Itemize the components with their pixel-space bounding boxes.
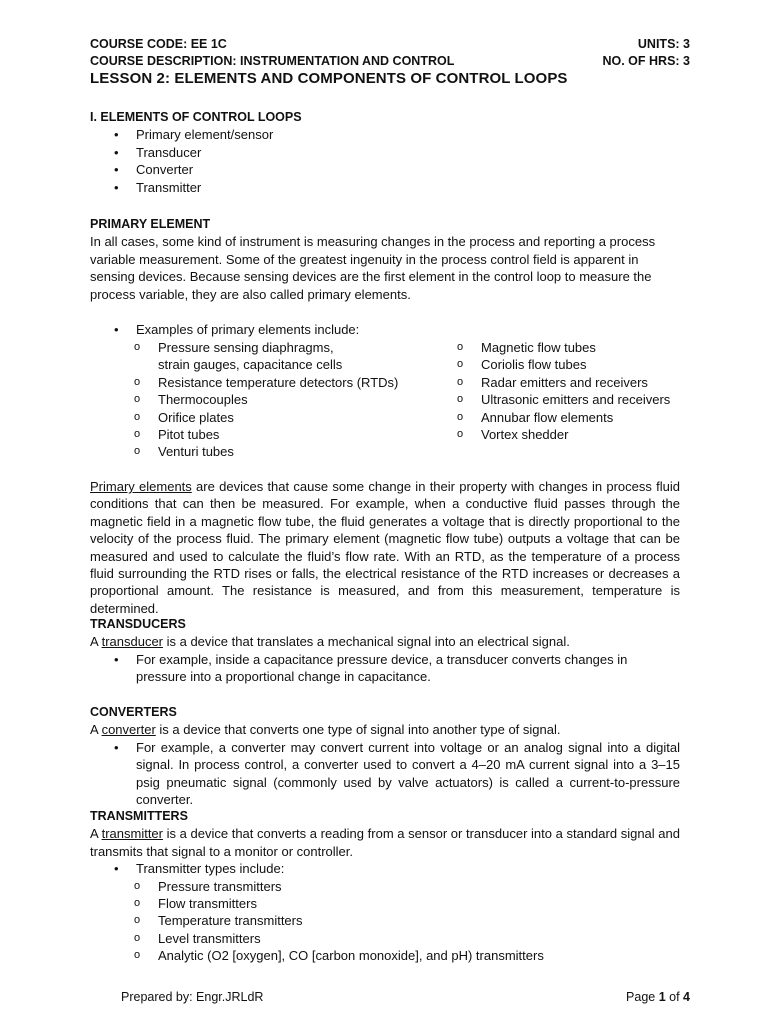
header-line-2 [90, 53, 690, 70]
list-item: o Ultrasonic emitters and receivers [413, 391, 693, 408]
page-number [626, 990, 690, 1004]
section-heading: TRANSDUCERS [90, 617, 186, 631]
header-line-1 [90, 36, 690, 53]
term-transducer: transducer [101, 634, 163, 650]
list-item: o Temperature transmitters [90, 912, 680, 929]
examples-left-column [90, 339, 420, 461]
list-item: o Annubar flow elements [413, 409, 693, 426]
paragraph-text: are devices that cause some change in their property with changes in process fluid conditions that can then be measured. For example, when a conductive fluid passes through the magnetic field in a magnetic flow tube, the fluid generates a voltage that is directly proportional to the velocity of the process fluid. The primary element (magnetic flow tube) outputs a voltage that can be measured and used to calculate the fluid’s flow rate. With an RTD, as the temperature of a process fluid surrounding the RTD rises or falls, the electrical resistance of the RTD increases or decreases a proportional amount. The resistance is measured, and from this measurement, temperature is determined. [90, 479, 680, 616]
text: is a device that translates a mechanical signal into an electrical signal. [163, 634, 570, 650]
list-item: • Transducer [90, 144, 680, 161]
examples-columns [90, 339, 690, 460]
term-primary-elements: Primary elements [90, 479, 192, 494]
text: is a device that converts a reading from a sensor or transducer into a standard signal and transmits that signal to a monitor or controller. [90, 826, 680, 859]
list-item: o Resistance temperature detectors (RTDs) [90, 374, 420, 391]
course-code: COURSE CODE: EE 1C [90, 37, 227, 51]
examples-right-column [413, 339, 693, 443]
units: UNITS: 3 [637, 37, 690, 51]
course-description: COURSE DESCRIPTION: INSTRUMENTATION AND CONTROL [90, 54, 455, 68]
term-transmitter: transmitter [101, 826, 163, 842]
primary-elements-paragraph [90, 478, 680, 617]
lesson-title: LESSON 2: ELEMENTS AND COMPONENTS OF CONTROL LOOPS [90, 70, 568, 87]
list-item: o Pressure sensing diaphragms, strain gauges, capacitance cells [90, 339, 368, 374]
section-transducers [90, 616, 680, 686]
list-item: • Transmitter [90, 179, 680, 196]
text: A [90, 826, 102, 842]
list-item: o Pitot tubes [90, 426, 420, 443]
section-primary-element [90, 216, 680, 303]
list-item: • Converter [90, 161, 680, 178]
list-item: • Transmitter types include: [90, 860, 680, 877]
total-pages: 4 [683, 990, 690, 1004]
list-item: o Pressure transmitters [90, 878, 680, 895]
text: Page [626, 990, 659, 1004]
section-elements [90, 109, 680, 196]
text: of [665, 990, 684, 1004]
list-item: • For example, a converter may convert current into voltage or an analog signal into a digital signal. In process control, a converter used to convert a 4–20 mA current signal into a 3–15 psig pneumatic signal (commonly used by valve actuators) is called a current-to-pressure converter. [90, 739, 680, 809]
text: is a device that converts one type of signal into another type of signal. [155, 722, 561, 738]
list-item: o Orifice plates [90, 409, 420, 426]
section-converters [90, 704, 680, 808]
examples-intro-block [90, 321, 680, 338]
list-item: o Thermocouples [90, 391, 420, 408]
list-item: o Analytic (O2 [oxygen], CO [carbon monoxide], and pH) transmitters [90, 947, 680, 964]
list-item: • Primary element/sensor [90, 126, 680, 143]
list-item: o Flow transmitters [90, 895, 680, 912]
section-heading: PRIMARY ELEMENT [90, 217, 211, 231]
transmitter-definition [90, 825, 680, 860]
section-heading: I. ELEMENTS OF CONTROL LOOPS [90, 110, 302, 124]
prepared-by: Prepared by: Engr.JRLdR [121, 990, 264, 1004]
list-item: o Level transmitters [90, 930, 680, 947]
text: A [90, 634, 102, 650]
section-heading: CONVERTERS [90, 705, 177, 719]
term-converter: converter [101, 722, 156, 738]
text: A [90, 722, 102, 738]
list-item: o Radar emitters and receivers [413, 374, 693, 391]
elements-list [90, 126, 680, 196]
section-heading: TRANSMITTERS [90, 809, 188, 823]
primary-paragraph: In all cases, some kind of instrument is measuring changes in the process and reporting a process variable measurement. Some of the greatest ingenuity in the process control field is apparent in sensing devices. Because sensing devices are the first element in the control loop to measure the process variable, they are also called primary elements. [90, 234, 656, 302]
current-page: 1 [658, 990, 666, 1004]
list-item: o Vortex shedder [413, 426, 693, 443]
list-item: o Coriolis flow tubes [413, 356, 693, 373]
section-transmitters [90, 808, 680, 965]
list-item: o Venturi tubes [90, 443, 420, 460]
list-item: • For example, inside a capacitance pressure device, a transducer converts changes in pressure into a proportional change in capacitance. [90, 651, 680, 686]
hours: NO. OF HRS: 3 [602, 54, 690, 68]
transducer-definition [90, 633, 680, 650]
list-item: o Magnetic flow tubes [413, 339, 693, 356]
examples-intro: • Examples of primary elements include: [90, 321, 680, 338]
converter-definition [90, 721, 680, 738]
